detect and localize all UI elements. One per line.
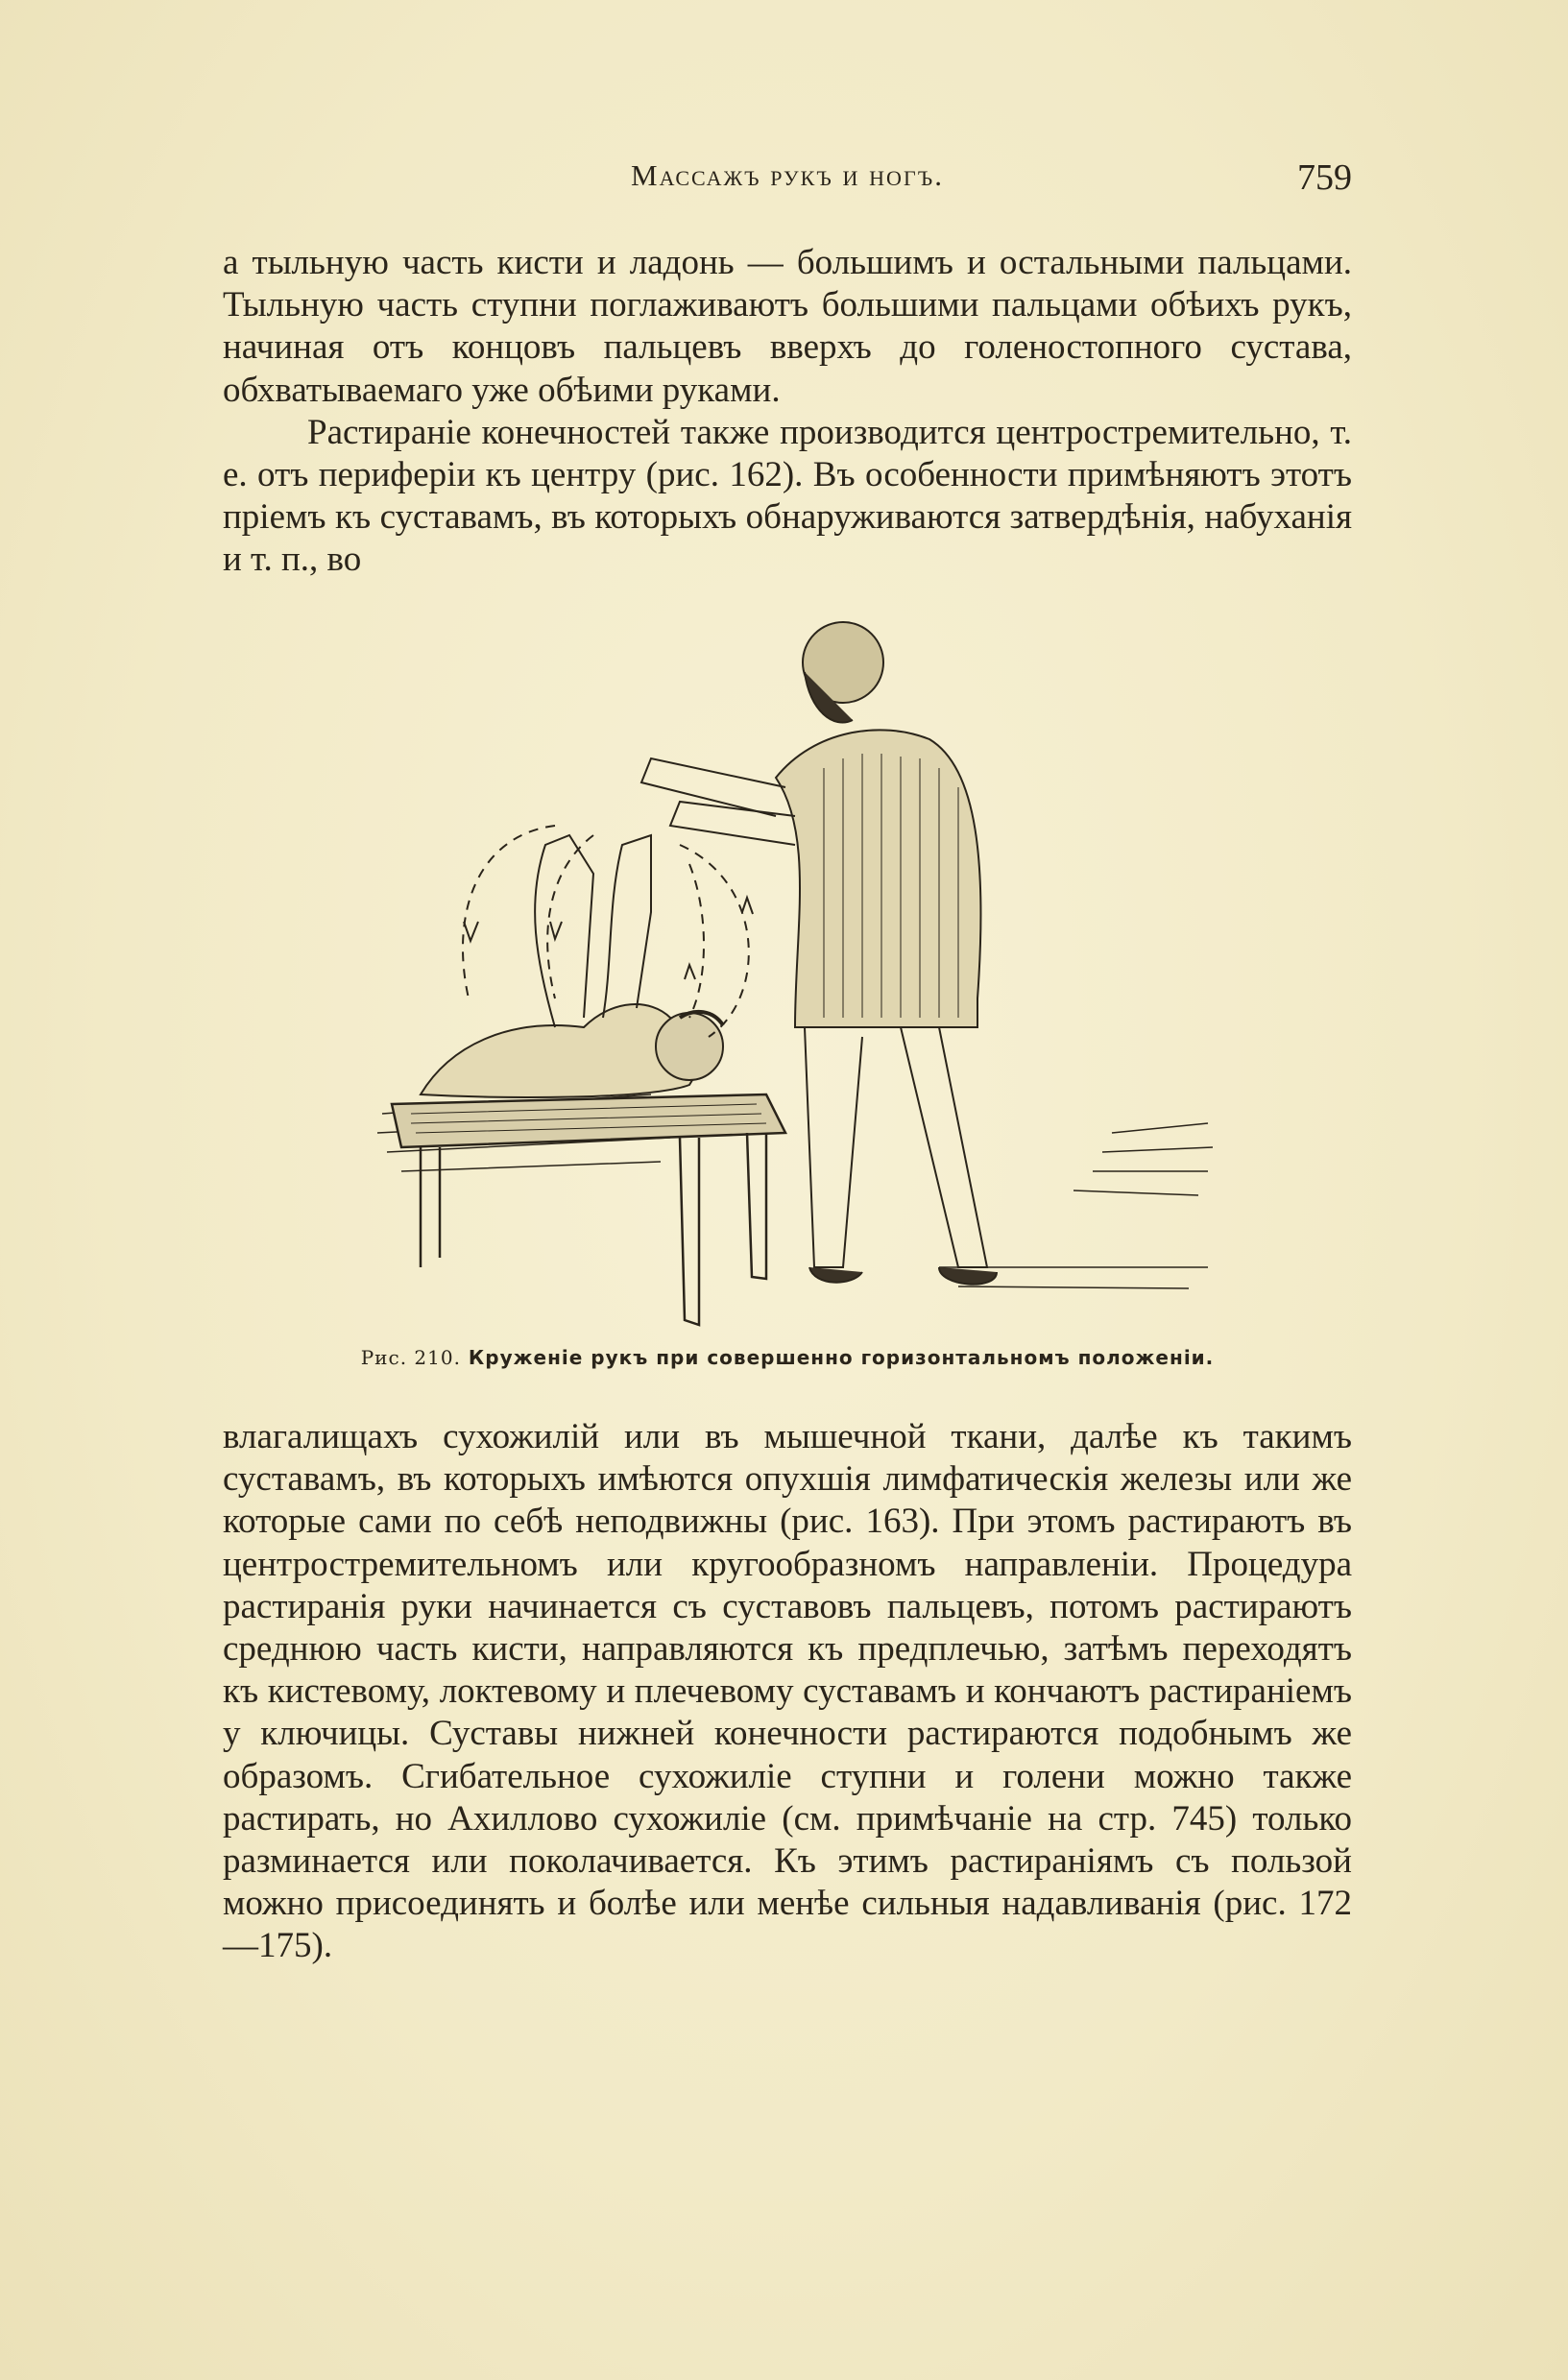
motion-arrows [463, 826, 749, 1037]
page-header [223, 158, 1352, 206]
running-title: Массажъ рукъ и ногъ. [631, 158, 944, 192]
patient [421, 835, 723, 1097]
paragraph: влагалищахъ сухожилій или въ мышечной ткани, далѣе къ такимъ суставамъ, въ которыхъ имѣются опухшія лимфатическія железы или же которые сами по себѣ неподвижны (рис. 163). При этомъ растираютъ въ центростремительномъ или кругообразномъ направленіи. Процедура растиранія руки начинается съ суставовъ пальцевъ, потомъ растираютъ среднюю часть кисти, направляются къ предплечью, затѣмъ переходятъ къ кистевому, локтевому и плечевому суставамъ и кончаютъ растираніемъ у ключицы. Суставы нижней конечности растираются подобнымъ же образомъ. Сгибательное сухожиліе ступни и голени можно также растирать, но Ахиллово сухожиліе (см. примѣчаніе на стр. 745) только разминается или поколачивается. Къ этимъ растираніямъ съ пользой можно присоединять и болѣе или менѣе сильныя надавливанія (рис. 172—175). [223, 1417, 1352, 1966]
figure-illustration [363, 595, 1227, 1334]
caption-text: Круженіе рукъ при совершенно горизонтальномъ положеніи. [468, 1346, 1215, 1369]
table [392, 1094, 785, 1325]
page-number: 759 [1297, 157, 1352, 198]
paragraph: Растираніе конечностей также производится центростремительно, т. е. отъ периферіи къ центру (рис. 162). Въ особенности примѣняютъ этотъ пріемъ къ суставамъ, въ которыхъ обнаруживаются затвердѣнія, набуханія и т. п., во [223, 412, 1352, 580]
text-block-bottom [223, 1416, 1352, 1968]
paragraph: а тыльную часть кисти и ладонь — большимъ и остальными пальцами. Тыльную часть ступни поглаживаютъ большими пальцами обѣихъ рукъ, начиная отъ концовъ пальцевъ вверхъ до голеностопного сустава, обхватываемаго уже обѣими руками. [223, 243, 1352, 410]
text-block-top [223, 242, 1352, 582]
figure-caption [223, 1346, 1352, 1369]
engraving-massage-illustration [363, 595, 1227, 1334]
doctor [641, 622, 997, 1285]
caption-number: Рис. 210. [360, 1346, 461, 1369]
